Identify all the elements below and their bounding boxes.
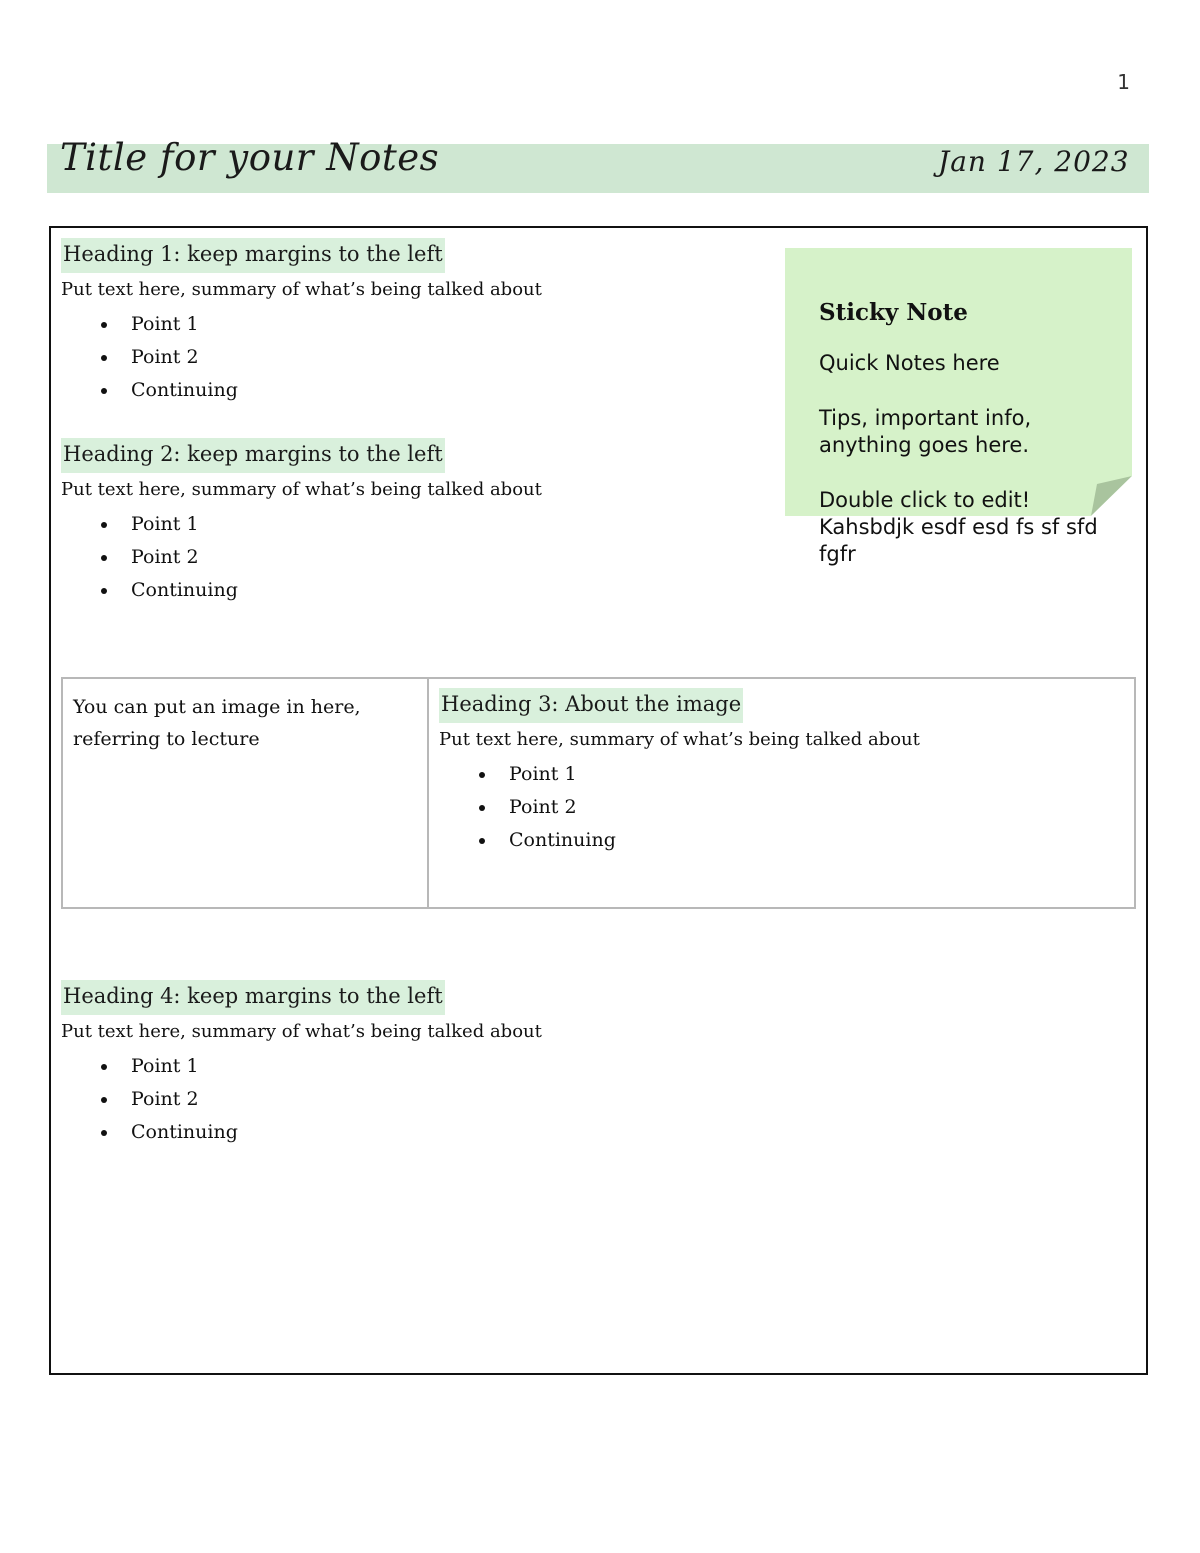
list-item[interactable]: Point 2 bbox=[61, 541, 542, 574]
list-item[interactable]: Continuing bbox=[61, 374, 542, 407]
bullet-list bbox=[61, 1050, 542, 1149]
section-heading[interactable]: Heading 3: About the image bbox=[439, 688, 743, 723]
list-item[interactable]: Continuing bbox=[439, 824, 1124, 857]
section-2 bbox=[61, 438, 542, 607]
section-summary[interactable]: Put text here, summary of what’s being talked about bbox=[61, 1021, 542, 1042]
image-cell-text: You can put an image in here, referring to lecture bbox=[73, 696, 361, 750]
section-1 bbox=[61, 238, 542, 407]
list-item[interactable]: Point 1 bbox=[61, 1050, 542, 1083]
section-summary[interactable]: Put text here, summary of what’s being talked about bbox=[61, 479, 542, 500]
image-cell[interactable] bbox=[63, 679, 429, 907]
list-item[interactable]: Point 2 bbox=[61, 341, 542, 374]
image-table bbox=[61, 677, 1136, 909]
section-heading[interactable]: Heading 4: keep margins to the left bbox=[61, 980, 445, 1015]
list-item[interactable]: Point 1 bbox=[61, 308, 542, 341]
sticky-note-text[interactable] bbox=[819, 296, 1109, 568]
list-item[interactable]: Point 2 bbox=[439, 791, 1124, 824]
section-heading[interactable]: Heading 1: keep margins to the left bbox=[61, 238, 445, 273]
page-date[interactable]: Jan 17, 2023 bbox=[938, 145, 1130, 178]
bullet-list bbox=[439, 758, 1124, 857]
list-item[interactable]: Point 1 bbox=[61, 508, 542, 541]
sticky-note-title: Sticky Note bbox=[819, 299, 968, 326]
sticky-note-line: Double click to edit! Kahsbdjk esdf esd fs sf sfd fgfr bbox=[819, 488, 1098, 566]
sticky-note-line: Quick Notes here bbox=[819, 351, 1000, 375]
section-summary[interactable]: Put text here, summary of what’s being talked about bbox=[61, 279, 542, 300]
sticky-note-line: Tips, important info, anything goes here. bbox=[819, 406, 1032, 457]
list-item[interactable]: Continuing bbox=[61, 574, 542, 607]
bullet-list bbox=[61, 308, 542, 407]
list-item[interactable]: Point 2 bbox=[61, 1083, 542, 1116]
list-item[interactable]: Point 1 bbox=[439, 758, 1124, 791]
page-title[interactable]: Title for your Notes bbox=[60, 136, 440, 179]
list-item[interactable]: Continuing bbox=[61, 1116, 542, 1149]
bullet-list bbox=[61, 508, 542, 607]
section-4 bbox=[61, 980, 542, 1149]
page-number: 1 bbox=[1117, 70, 1130, 94]
section-3 bbox=[429, 679, 1134, 907]
section-summary[interactable]: Put text here, summary of what’s being talked about bbox=[439, 729, 920, 750]
section-heading[interactable]: Heading 2: keep margins to the left bbox=[61, 438, 445, 473]
